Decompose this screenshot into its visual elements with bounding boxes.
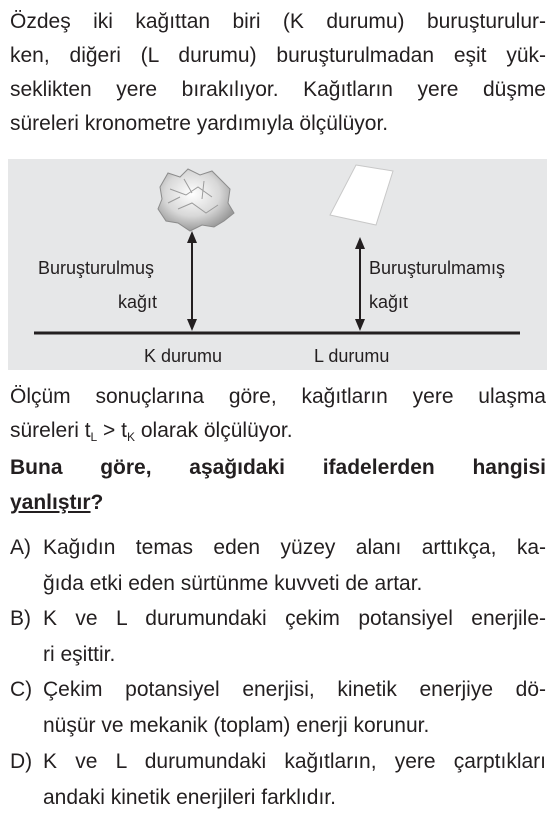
intro-line: seklikten yere bırakılıyor. Kağıtların yere düşme <box>10 78 546 101</box>
question-keyword: yanlıştır <box>10 491 91 514</box>
question-mark: ? <box>90 491 104 514</box>
option-text-line: Kağıdın temas eden yüzey alanı arttıkça, ka- <box>43 536 546 559</box>
crumpled-paper-icon <box>158 169 234 231</box>
option-text-line: ri eşittir. <box>43 643 116 666</box>
question-stem <box>10 450 546 520</box>
intro-line: Özdeş iki kağıttan biri (K durumu) buruşturulur- <box>10 10 546 33</box>
crumpled-label-line2: kağıt <box>118 292 158 312</box>
option-text-line: andaki kinetik enerjileri farklıdır. <box>43 786 336 809</box>
case-k-label: K durumu <box>144 346 223 366</box>
flat-label-line2: kağıt <box>369 292 409 312</box>
result-text-end: olarak ölçülüyor. <box>135 419 293 442</box>
experiment-figure <box>8 159 547 370</box>
question-line-2 <box>10 485 546 520</box>
option-letter: B) <box>10 607 31 630</box>
subscript-l: L <box>90 430 98 444</box>
result-line-2 <box>10 414 546 454</box>
option-text-line: K ve L durumundaki kağıtların, yere çarptıkları <box>43 750 546 773</box>
option-letter: D) <box>10 750 33 773</box>
question-line-1: Buna göre, aşağıdaki ifadelerden hangisi <box>10 456 546 479</box>
result-line-1: Ölçüm sonuçlarına göre, kağıtların yere ulaşma <box>10 385 546 408</box>
crumpled-label-line1: Buruşturulmuş <box>38 258 155 278</box>
arrow-k-icon <box>187 231 197 331</box>
arrow-l-icon <box>355 237 365 331</box>
result-text: süreleri t <box>10 419 91 442</box>
option-text-line: K ve L durumundaki çekim potansiyel enerjile- <box>43 607 546 630</box>
intro-line: süreleri kronometre yardımıyla ölçülüyor. <box>10 112 389 135</box>
case-l-label: L durumu <box>314 346 390 366</box>
flat-paper-icon <box>330 165 393 225</box>
option-letter: C) <box>10 678 33 701</box>
result-paragraph <box>10 380 546 454</box>
intro-paragraph <box>10 5 546 141</box>
result-comparison: > t <box>97 419 127 442</box>
flat-label-line1: Buruşturulmamış <box>369 258 506 278</box>
option-text-line: nüşür ve mekanik (toplam) enerji korunur. <box>43 714 430 737</box>
option-letter: A) <box>10 536 31 559</box>
option-text-line: ğıda etki eden sürtünme kuvveti de artar. <box>43 572 423 595</box>
option-text-line: Çekim potansiyel enerjisi, kinetik enerjiye dö- <box>43 678 546 701</box>
subscript-k: K <box>127 430 136 444</box>
intro-line: ken, diğeri (L durumu) buruşturulmadan eşit yük- <box>10 44 546 67</box>
